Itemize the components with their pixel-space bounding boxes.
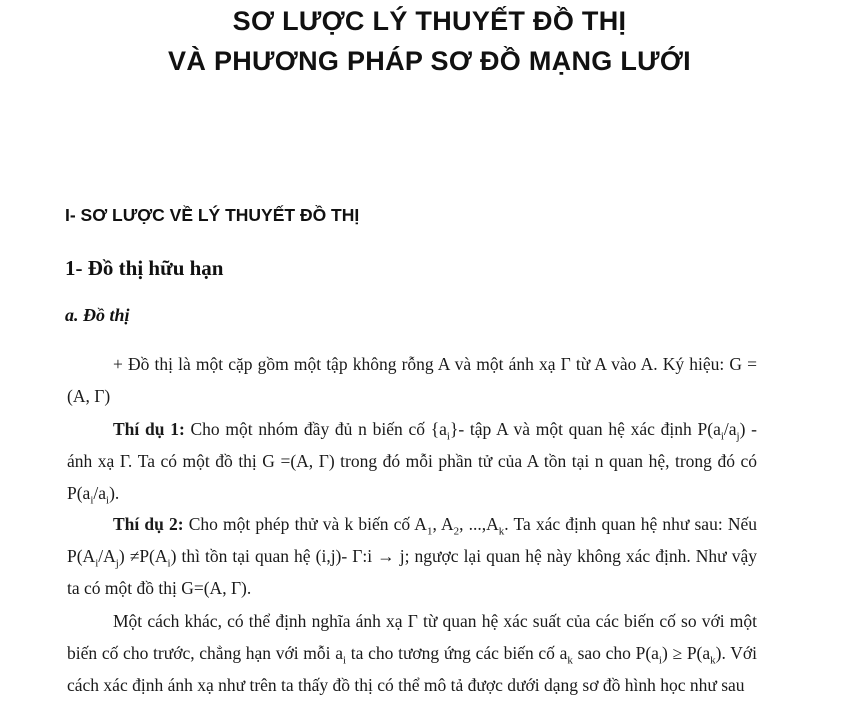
subscript: i [106,494,110,507]
subsubsection-heading: a. Đồ thị [65,305,130,325]
subscript: 2 [453,525,460,538]
text-run: , A [432,514,454,534]
text-run: ta cho tương ứng các biến cố a [346,643,568,663]
subscript: k [710,654,716,667]
subscript: i [343,654,347,667]
subscript: i [90,494,94,507]
subscript: j [736,430,740,443]
subscript: 1 [426,525,433,538]
example-1-paragraph [67,413,757,509]
text-run: }- tập A và một quan hệ xác định P(a [449,419,721,439]
text-run: sao cho P(a [572,643,659,663]
text-run: Cho một phép thử và k biến cố A [183,514,427,534]
page-title-line-2: VÀ PHƯƠNG PHÁP SƠ ĐỒ MẠNG LƯỚI [168,46,691,76]
text-run: . Ta xác định quan hệ như sau: Nếu P(A [67,514,757,566]
subscript: i [167,557,171,570]
text-run: , ...,A [459,514,499,534]
subscript: i [95,557,99,570]
subscript: i [720,430,724,443]
text-run: ) thì tồn tại quan hệ (i,j)- Γ:i → j; ngược lại quan hệ này không xác định. Như vậy ta có một đồ thị G=(A, Γ). [67,546,757,598]
subscript: i [446,430,450,443]
section-heading: I- SƠ LƯỢC VỀ LÝ THUYẾT ĐỒ THỊ [65,205,360,225]
subsection-heading: 1- Đồ thị hữu hạn [65,256,224,280]
page-title-line-1: SƠ LƯỢC LÝ THUYẾT ĐỒ THỊ [232,6,627,36]
text-run: ). [109,483,120,503]
text-run: /a [93,483,107,503]
text-run: /A [98,546,116,566]
text-run: ) ≠P(A [118,546,168,566]
text-run: ) - ánh xạ Γ. Ta có một đồ thị G =(A, Γ) trong đó mỗi phần tử của A tồn tại n quan hệ, trong đó có P(a [67,419,757,503]
text-run: /a [723,419,737,439]
subscript: k [498,525,505,538]
subscript: j [115,557,119,570]
definition-text: + Đồ thị là một cặp gồm một tập không rỗng A và một ánh xạ Γ từ A vào A. Ký hiệu: G =(A, Γ) [67,354,757,406]
text-run: ). Với cách xác định ánh xạ như trên ta thấy đồ thị có thể mô tả được dưới dạng sơ đồ hình học như sau [67,643,757,695]
example-2-label: Thí dụ 2: [113,514,184,534]
definition-paragraph [67,348,757,412]
subscript: k [567,654,573,667]
subscript: i [658,654,662,667]
text-run: ) ≥ P(a [661,643,711,663]
example-1-label: Thí dụ 1: [113,419,185,439]
text-run: Cho một nhóm đầy đủ n biến cố {a [184,419,447,439]
alternative-definition-paragraph [67,605,757,701]
example-2-paragraph [67,508,757,604]
text-run: Một cách khác, có thể định nghĩa ánh xạ Γ từ quan hệ xác suất của các biến cố so với một biến cố cho trước, chẳng hạn với mỗi a [67,611,757,663]
